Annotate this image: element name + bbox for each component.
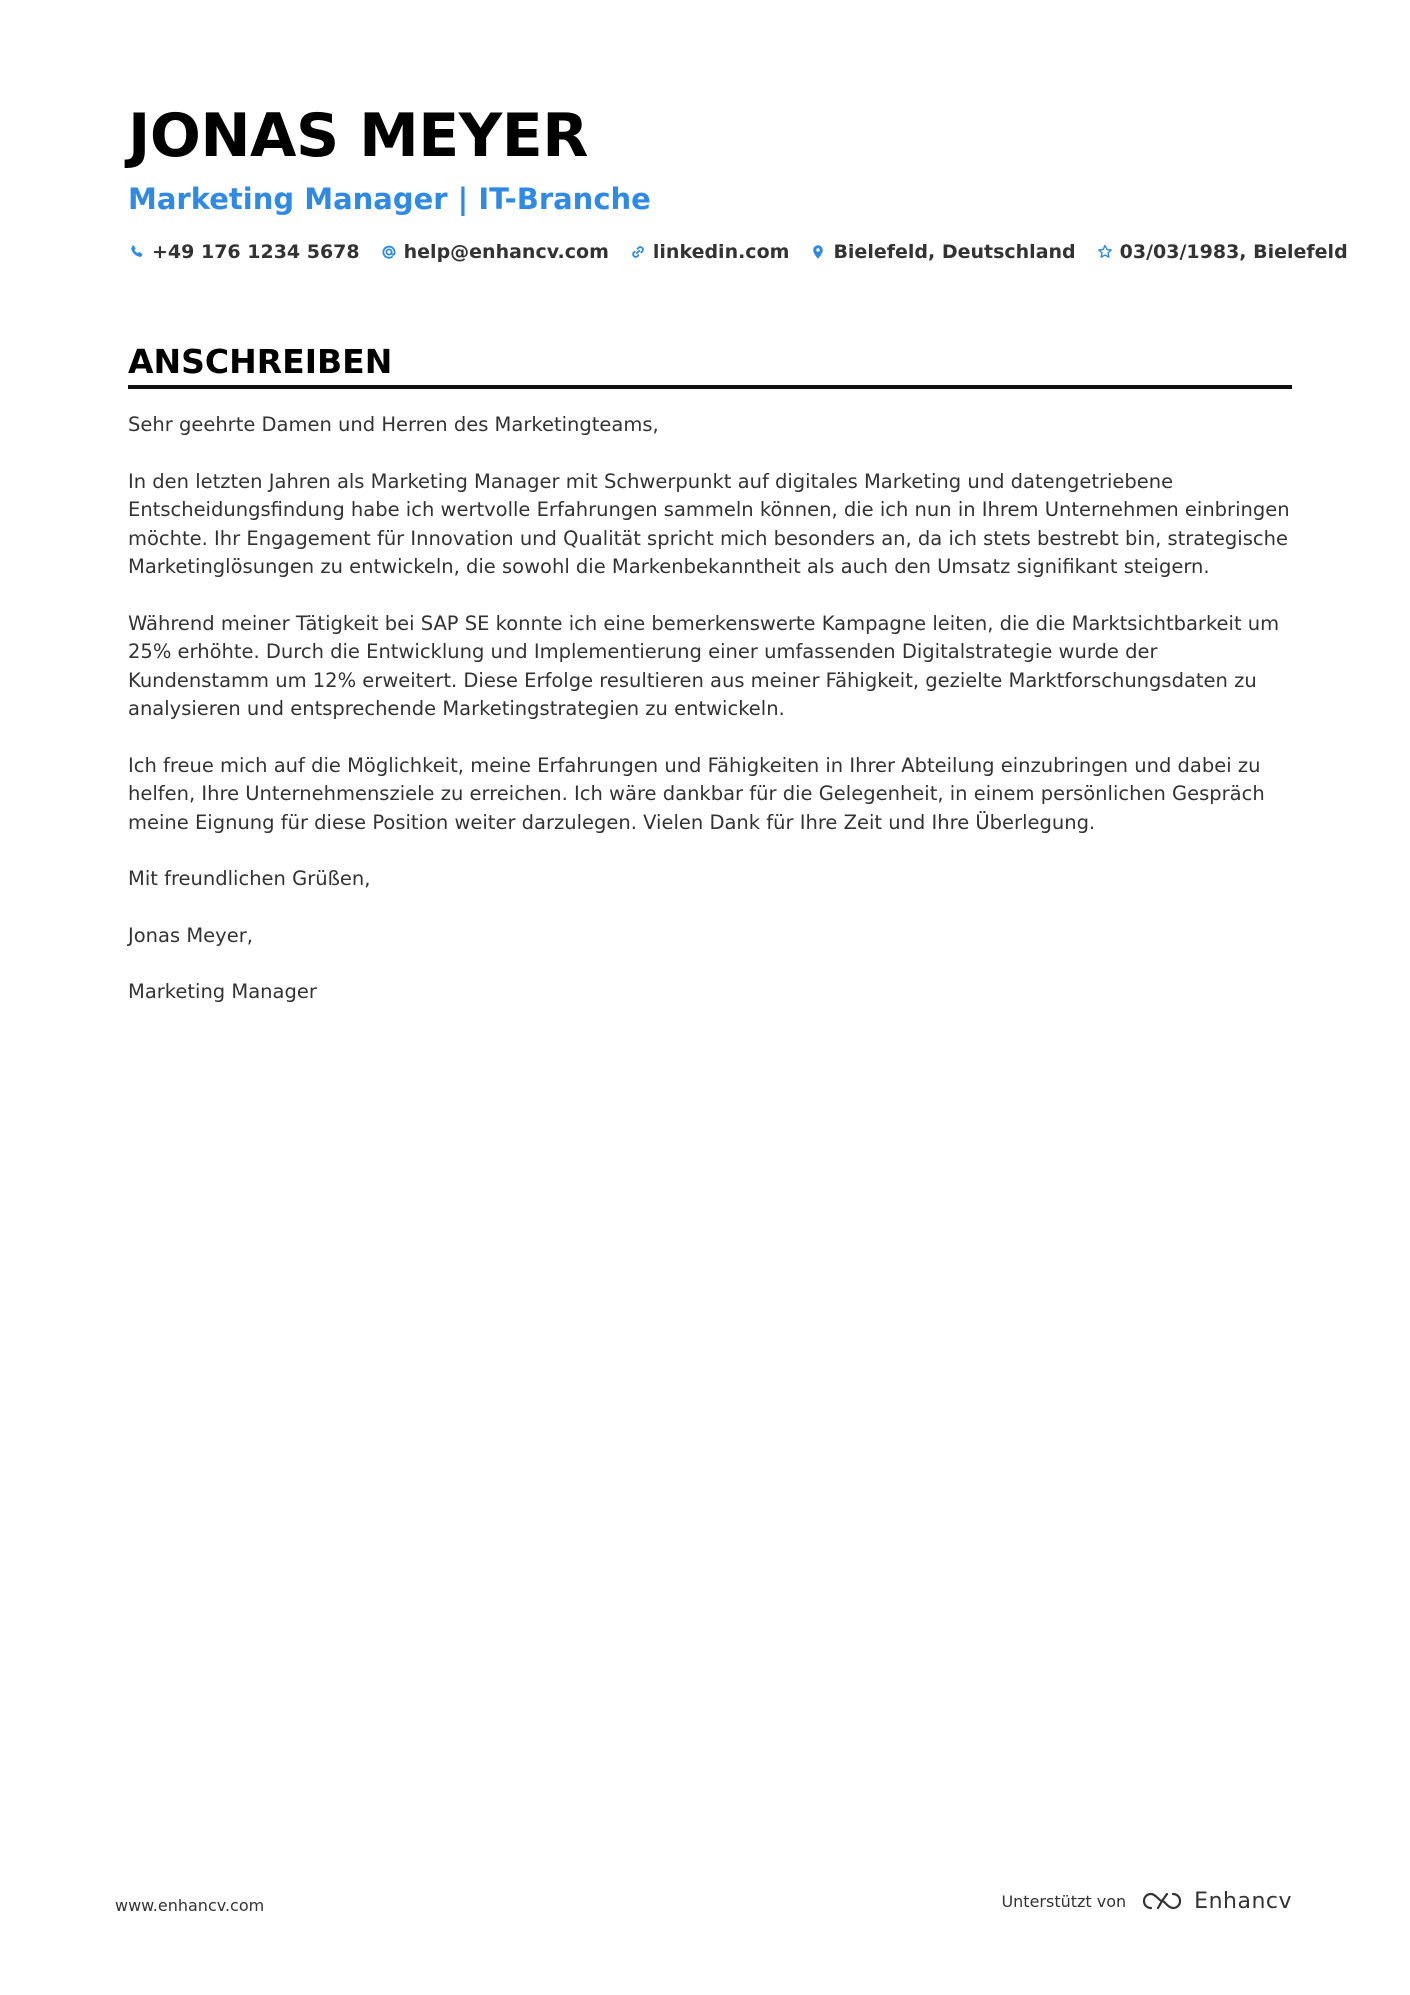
powered-by-text: Unterstützt von <box>1001 1891 1127 1911</box>
phone-icon <box>128 243 146 261</box>
email-text: help@enhancv.com <box>403 240 609 263</box>
cover-letter-page <box>128 100 1348 1035</box>
letter-body <box>128 411 1292 1007</box>
link-icon <box>629 243 647 261</box>
at-icon <box>380 243 398 261</box>
star-icon <box>1096 243 1114 261</box>
contact-info-bar <box>128 240 1348 264</box>
location-pin-icon <box>809 243 827 261</box>
letter-closing: Mit freundlichen Grüßen, <box>128 867 371 891</box>
signature-title: Marketing Manager <box>128 980 317 1004</box>
contact-phone <box>128 241 360 264</box>
footer-branding <box>1001 1888 1292 1914</box>
letter-paragraph: In den letzten Jahren als Marketing Manager mit Schwerpunkt auf digitales Marketing und datengetriebene Entscheidungsfindung habe ich wertvolle Erfahrungen sammeln können, die ich nun in Ihrem Unternehmen einbringen möchte. Ihr Engagement für Innovation und Qualität spricht mich besonders an, da ich stets bestrebt bin, strategische Marketinglösungen zu entwickeln, die sowohl die Markenbekanntheit als auch den Umsatz signifikant steigern. <box>128 469 1290 579</box>
footer-website[interactable]: www.enhancv.com <box>115 1896 265 1915</box>
linkedin-text: linkedin.com <box>652 240 790 263</box>
job-title: Marketing Manager | IT-Branche <box>128 182 651 216</box>
letter-salutation: Sehr geehrte Damen und Herren des Marketingteams, <box>128 413 659 437</box>
contact-birthdate <box>1096 241 1348 264</box>
signature-name: Jonas Meyer, <box>128 923 253 947</box>
contact-email <box>380 241 609 264</box>
location-text: Bielefeld, Deutschland <box>833 240 1076 263</box>
section-title: ANSCHREIBEN <box>128 342 1292 390</box>
birthdate-text: 03/03/1983, Bielefeld <box>1119 240 1348 263</box>
contact-location <box>809 241 1075 264</box>
enhancv-logo-icon <box>1138 1888 1186 1914</box>
brand-name: Enhancv <box>1194 1888 1292 1914</box>
applicant-name: JONAS MEYER <box>128 101 588 171</box>
letter-paragraph: Während meiner Tätigkeit bei SAP SE konnte ich eine bemerkenswerte Kampagne leiten, die die Marktsichtbarkeit um 25% erhöhte. Durch die Entwicklung und Implementierung einer umfassenden Digitalstrategie wurde der Kundenstamm um 12% erweitert. Diese Erfolge resultieren aus meiner Fähigkeit, gezielte Marktforschungsdaten zu analysieren und entsprechende Marketingstrategien zu entwickeln. <box>128 611 1280 721</box>
phone-text: +49 176 1234 5678 <box>152 240 360 263</box>
letter-paragraph: Ich freue mich auf die Möglichkeit, meine Erfahrungen und Fähigkeiten in Ihrer Abteilung einzubringen und dabei zu helfen, Ihre Unternehmensziele zu erreichen. Ich wäre dankbar für die Gelegenheit, in einem persönlichen Gespräch meine Eignung für diese Position weiter darzulegen. Vielen Dank für Ihre Zeit und Ihre Überlegung. <box>128 753 1265 834</box>
contact-linkedin <box>629 241 790 264</box>
